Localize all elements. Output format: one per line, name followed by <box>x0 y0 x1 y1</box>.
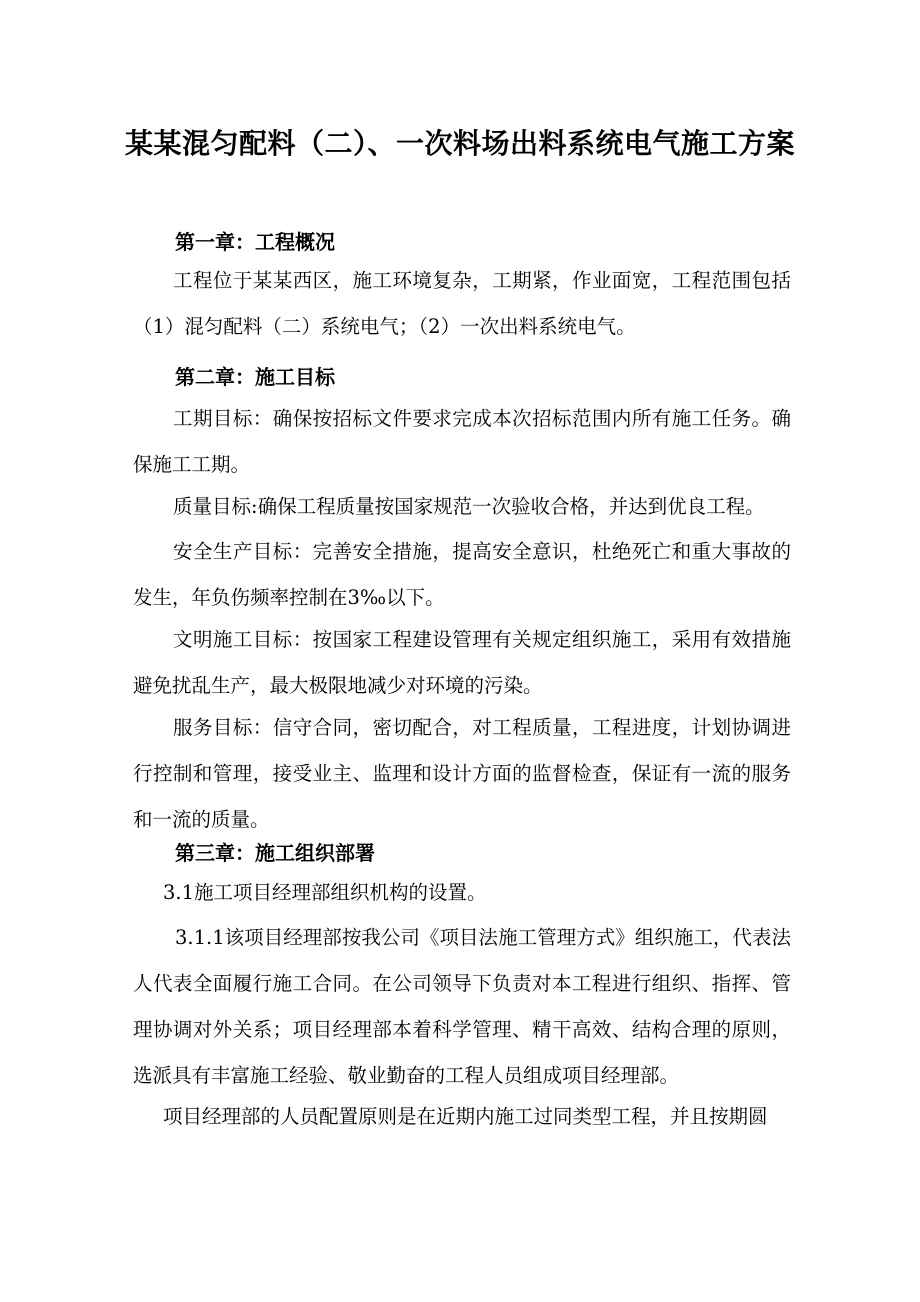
chapter3-paragraph-1: 3.1施工项目经理部组织机构的设置。 <box>163 881 487 904</box>
chapter1-paragraph-1: 工程位于某某西区，施工环境复杂，工期紧，作业面宽，工程范围包括（1）混匀配料（二）系统电气；（2）一次出料系统电气。 <box>133 269 791 338</box>
chapter2-paragraph-3: 安全生产目标：完善安全措施，提高安全意识，杜绝死亡和重大事故的发生，年负伤频率控制在3‰以下。 <box>133 540 791 609</box>
chapter2-paragraph-2: 质量目标:确保工程质量按国家规范一次验收合格，并达到优良工程。 <box>173 495 765 518</box>
chapter2-paragraph-5: 服务目标：信守合同，密切配合，对工程质量，工程进度，计划协调进行控制和管理，接受业主、监理和设计方面的监督检查，保证有一流的服务和一流的质量。 <box>133 716 791 831</box>
document-title: 某某混匀配料（二）、一次料场出料系统电气施工方案 <box>124 127 795 160</box>
chapter3-paragraph-2: 3.1.1该项目经理部按我公司《项目法施工管理方式》组织施工，代表法人代表全面履行施工合同。在公司领导下负责对本工程进行组织、指挥、管理协调对外关系；项目经理部本着科学管理、精干高效、结构合理的原则，选派具有丰富施工经验、敬业勤奋的工程人员组成项目经理部。 <box>133 926 791 1087</box>
chapter2-heading: 第二章：施工目标 <box>175 365 335 389</box>
chapter1-heading: 第一章：工程概况 <box>175 230 335 254</box>
chapter2-paragraph-4: 文明施工目标：按国家工程建设管理有关规定组织施工，采用有效措施避免扰乱生产，最大极限地减少对环境的污染。 <box>133 628 791 697</box>
chapter2-paragraph-1: 工期目标：确保按招标文件要求完成本次招标范围内所有施工任务。确保施工工期。 <box>133 407 791 476</box>
chapter3-paragraph-3: 项目经理部的人员配置原则是在近期内施工过同类型工程，并且按期圆 <box>163 1105 768 1128</box>
chapter3-heading: 第三章：施工组织部署 <box>175 841 375 865</box>
